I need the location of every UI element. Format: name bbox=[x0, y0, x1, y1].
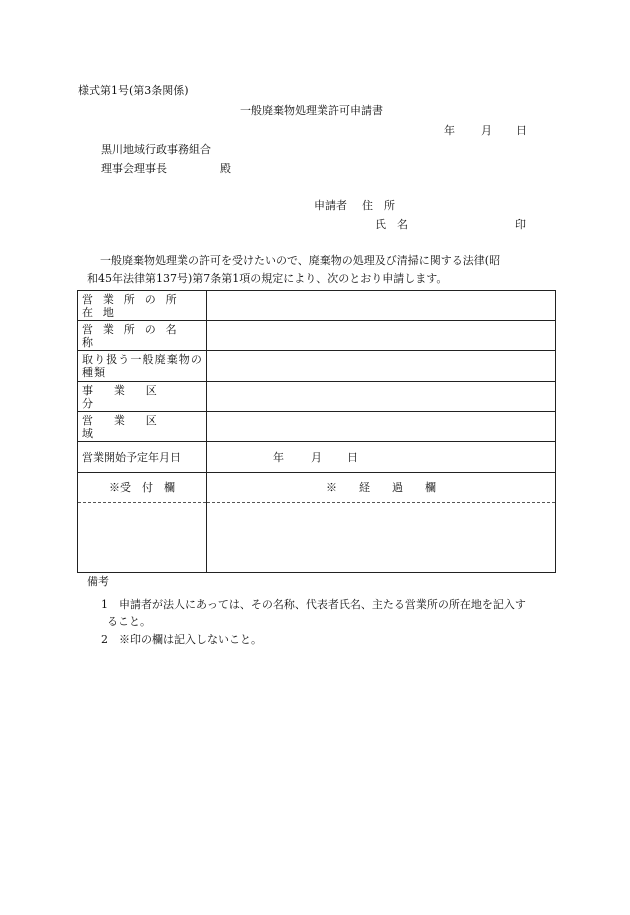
row-value-business-category[interactable] bbox=[207, 382, 556, 412]
row-label-business-category: 事業区分 bbox=[78, 382, 207, 412]
applicant-address-label: 住 所 bbox=[362, 199, 395, 212]
start-date-month: 月 bbox=[311, 450, 322, 464]
note-2-text: ※印の欄は記入しないこと。 bbox=[119, 633, 262, 646]
body-text-line-2: 和45年法律第137号)第7条第1項の規定により、次のとおり申請します。 bbox=[87, 272, 448, 285]
row-value-office-location[interactable] bbox=[207, 291, 556, 321]
row-value-business-area[interactable] bbox=[207, 412, 556, 442]
date-year-label: 年 bbox=[444, 124, 455, 137]
row-label-waste-type: 取り扱う一般廃棄物の種類 bbox=[78, 351, 207, 382]
date-month-label: 月 bbox=[481, 124, 492, 137]
row-label-office-location: 営業所の所在地 bbox=[78, 291, 207, 321]
start-date-year: 年 bbox=[273, 450, 284, 464]
table-row bbox=[78, 473, 556, 503]
note-1-number: 1 bbox=[101, 598, 108, 611]
notes-heading: 備考 bbox=[87, 575, 109, 588]
addressee-organization: 黒川地域行政事務組合 bbox=[101, 143, 211, 156]
note-2-number: 2 bbox=[101, 633, 108, 646]
row-label-business-area: 営業区域 bbox=[78, 412, 207, 442]
row-label-start-date: 営業開始予定年月日 bbox=[78, 442, 207, 473]
table-row bbox=[78, 321, 556, 351]
form-number: 様式第1号(第3条関係) bbox=[78, 84, 189, 97]
table-row bbox=[78, 442, 556, 473]
applicant-seal: 印 bbox=[515, 218, 526, 231]
reception-cell bbox=[78, 503, 207, 573]
applicant-label: 申請者 bbox=[314, 199, 347, 212]
reception-column-header: ※受 付 欄 bbox=[78, 473, 207, 503]
row-value-start-date[interactable] bbox=[207, 442, 556, 473]
date-day-label: 日 bbox=[516, 124, 527, 137]
application-table bbox=[77, 290, 556, 573]
body-text-line-1: 一般廃棄物処理業の許可を受けたいので、廃棄物の処理及び清掃に関する法律(昭 bbox=[100, 254, 501, 267]
start-date-day: 日 bbox=[347, 450, 358, 464]
addressee-recipient: 理事会理事長 bbox=[101, 162, 167, 175]
table-row bbox=[78, 382, 556, 412]
table-row bbox=[78, 291, 556, 321]
row-value-office-name[interactable] bbox=[207, 321, 556, 351]
row-label-office-name: 営業所の名称 bbox=[78, 321, 207, 351]
table-row bbox=[78, 351, 556, 382]
note-1-continuation: ること。 bbox=[107, 615, 151, 628]
note-1-text: 申請者が法人にあっては、その名称、代表者氏名、主たる営業所の所在地を記入す bbox=[119, 598, 526, 611]
table-row bbox=[78, 503, 556, 573]
progress-cell bbox=[207, 503, 556, 573]
progress-column-header: ※ 経 過 欄 bbox=[207, 473, 556, 503]
addressee-honorific: 殿 bbox=[220, 162, 231, 175]
row-value-waste-type[interactable] bbox=[207, 351, 556, 382]
table-row bbox=[78, 412, 556, 442]
applicant-name-label: 氏 名 bbox=[375, 218, 408, 231]
document-title: 一般廃棄物処理業許可申請書 bbox=[240, 104, 383, 117]
